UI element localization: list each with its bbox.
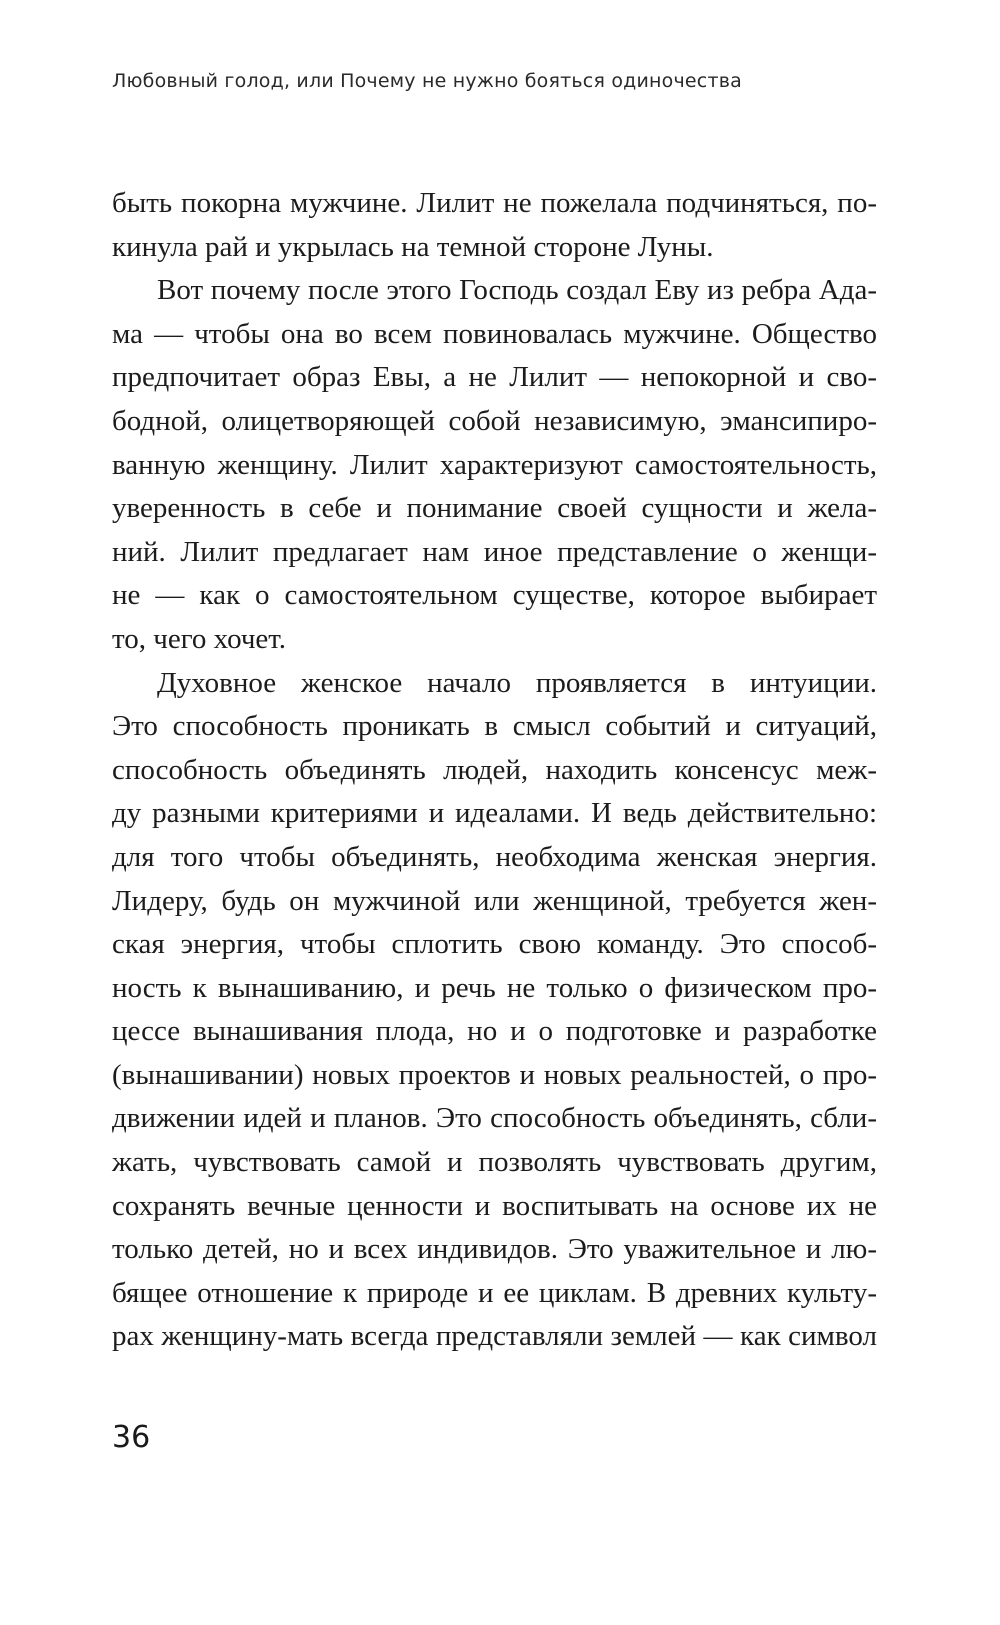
text-line: бящее отношение к природе и ее циклам. В древних культу- (112, 1276, 877, 1309)
body-text (112, 182, 877, 1359)
text-line: Вот почему после этого Господь создал Еву из ребра Ада- (157, 274, 877, 307)
text-line: цессе вынашивания плода, но и о подготовке и разработке (112, 1015, 877, 1048)
text-line: ма — чтобы она во всем повиновалась мужчине. Общество (112, 317, 877, 350)
running-head: Любовный голод, или Почему не нужно бояться одиночества (112, 70, 742, 92)
text-line: движении идей и планов. Это способность объединять, сбли- (112, 1102, 877, 1135)
text-line: Это способность проникать в смысл событий и ситуаций, (112, 710, 877, 743)
text-line: предпочитает образ Евы, а не Лилит — непокорной и сво- (112, 361, 877, 394)
text-line: Духовное женское начало проявляется в интуиции. (157, 666, 877, 699)
text-line: сохранять вечные ценности и воспитывать на основе их не (112, 1189, 877, 1222)
text-line: не — как о самостоятельном существе, которое выбирает (112, 579, 877, 612)
text-line: ская энергия, чтобы сплотить свою команду. Это способ- (112, 928, 877, 961)
text-line: ду разными критериями и идеалами. И ведь действительно: (112, 797, 877, 830)
text-line: ность к вынашиванию, и речь не только о физическом про- (112, 971, 877, 1004)
text-line: быть покорна мужчине. Лилит не пожелала подчиняться, по- (112, 187, 877, 219)
text-line: ванную женщину. Лилит характеризуют самостоятельность, (112, 448, 877, 481)
text-line: рах женщину-мать всегда представляли землей — как символ (112, 1320, 877, 1353)
text-line: для того чтобы объединять, необходима женская энергия. (112, 840, 877, 873)
text-line: то, чего хочет. (112, 622, 287, 655)
text-line: жать, чувствовать самой и позволять чувствовать другим, (112, 1146, 877, 1179)
text-line: ний. Лилит предлагает нам иное представление о женщи- (112, 535, 877, 568)
text-line: только детей, но и всех индивидов. Это уважительное и лю- (112, 1233, 877, 1266)
text-line: уверенность в себе и понимание своей сущности и жела- (112, 492, 877, 525)
text-line: кинула рай и укрылась на темной стороне Луны. (112, 230, 714, 263)
page-number: 36 (112, 1420, 151, 1455)
text-line: способность объединять людей, находить консенсус меж- (112, 753, 877, 786)
text-line: Лидеру, будь он мужчиной или женщиной, требуется жен- (112, 884, 877, 917)
text-line: бодной, олицетворяющей собой независимую, эмансипиро- (112, 404, 877, 437)
text-line: (вынашивании) новых проектов и новых реальностей, о про- (112, 1058, 877, 1091)
